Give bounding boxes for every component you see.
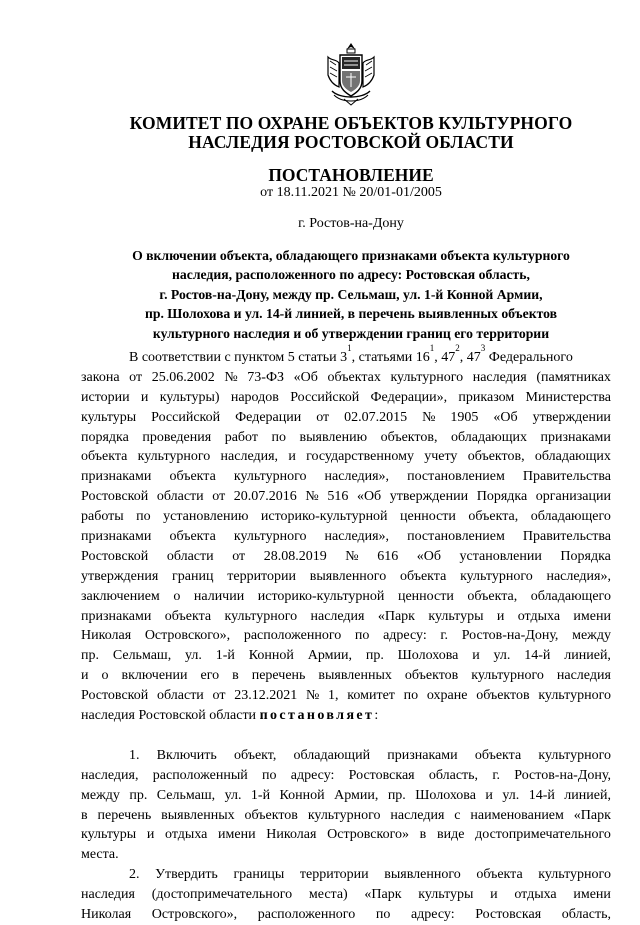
preamble-last-line: наследия Ростовской области постановляет :	[81, 706, 611, 726]
text-line: в перечень выявленных объектов культурного наследия с наименованием «Парк	[81, 807, 611, 823]
document-city: г. Ростов-на-Дону	[298, 216, 404, 231]
text-line: закона от 25.06.2002 № 73-ФЗ «Об объектах культурного наследия (памятниках	[81, 369, 611, 385]
org-title-line: КОМИТЕТ ПО ОХРАНЕ ОБЪЕКТОВ КУЛЬТУРНОГО	[129, 113, 573, 133]
document-subject	[100, 246, 602, 343]
subject-line: г. Ростов-на-Дону, между пр. Сельмаш, ул. 1-й Конной Армии,	[159, 286, 543, 302]
resolves-word: постановляет	[259, 708, 375, 724]
text-line: Ростовской области от 20.07.2016 № 516 «Об утверждении Порядка организации	[81, 489, 611, 505]
text-line: Ростовской области от 23.12.2021 № 1, комитет по охране объектов культурного	[81, 688, 611, 704]
document-body	[81, 343, 611, 925]
text-line: между пр. Сельмаш, ул. 1-й Конной Армии, пр. Шолохова и ул. 14-й линией,	[81, 787, 611, 803]
text-line: утверждения границ территории выявленного объекта культурного наследия»,	[81, 568, 611, 584]
preamble-paragraph	[81, 368, 611, 706]
text-line: заключением о наличии историко-культурной ценности объекта, обладающего	[81, 588, 611, 604]
text-line: признаками объекта культурного наследия», постановлением Правительства	[81, 529, 611, 545]
text-line: признаками объекта культурного наследия «Парк культуры и отдыха имени	[81, 608, 611, 624]
text-line: объекта культурного наследия, и государственному учету объектов, обладающих	[81, 449, 611, 465]
text-line: работы по установлению историко-культурной ценности объекта, обладающего	[81, 509, 611, 525]
paragraph-gap	[81, 736, 611, 746]
coat-of-arms-icon	[322, 41, 380, 107]
subject-line: наследия, расположенного по адресу: Ростовская область,	[172, 267, 530, 283]
text-line: порядка проведения работ по выявлению объектов, обладающих признаками	[81, 429, 611, 445]
text-line: наследия, расположенный по адресу: Ростовская область, г. Ростов-на-Дону,	[81, 767, 611, 783]
organization-title	[60, 114, 640, 152]
subject-line: О включении объекта, обладающего признаками объекта культурного	[132, 248, 570, 263]
text-line: Ростовской области от 28.08.2019 № 616 «Об установлении Порядка	[81, 548, 611, 564]
text-line: пр. Сельмаш, ул. 1-й Конной Армии, пр. Шолохова и ул. 14-й линией,	[81, 648, 611, 664]
text-line: 2. Утвердить границы территории выявленного объекта культурного	[129, 867, 611, 883]
clause-1	[81, 746, 611, 865]
document-type: ПОСТАНОВЛЕНИЕ	[268, 165, 434, 185]
preamble-first-line: В соответствии с пунктом 5 статьи 3 1 , статьями 16 1 , 47 2 , 47 3 Федерального	[129, 343, 573, 365]
text-line: 1. Включить объект, обладающий признаками объекта культурного	[129, 747, 611, 763]
text-line: культуры и отдыха имени Николая Островского» в виде достопримечательного	[81, 827, 611, 843]
text-line: места.	[81, 847, 119, 863]
paragraph-gap	[81, 726, 611, 736]
subject-line: пр. Шолохова и ул. 14-й линией, в перечень выявленных объектов	[144, 306, 558, 322]
org-title-line: НАСЛЕДИЯ РОСТОВСКОЙ ОБЛАСТИ	[188, 132, 514, 152]
document-date-number: от 18.11.2021 № 20/01-01/2005	[260, 185, 442, 200]
text-line: наследия (достопримечательного места) «Парк культуры и отдыха имени	[81, 887, 611, 903]
text-line: Николая Островского», расположенного по адресу: Ростовская область,	[81, 907, 611, 923]
text-line: признаками объекта культурного наследия», постановлением Правительства	[81, 469, 611, 485]
subject-line: культурного наследия и об утверждении границ его территории	[152, 325, 550, 341]
text-line: Николая Островского», расположенного по адресу: г. Ростов-на-Дону, между	[81, 628, 611, 644]
text-line: истории и культуры) народов Российской Федерации», приказом Министерства	[81, 389, 611, 405]
text-line: культуры Российской Федерации от 02.07.2015 № 1905 «Об утверждении	[81, 409, 611, 425]
clause-2	[81, 865, 611, 925]
text-line: и о включении его в перечень выявленных объектов культурного наследия	[81, 668, 611, 684]
